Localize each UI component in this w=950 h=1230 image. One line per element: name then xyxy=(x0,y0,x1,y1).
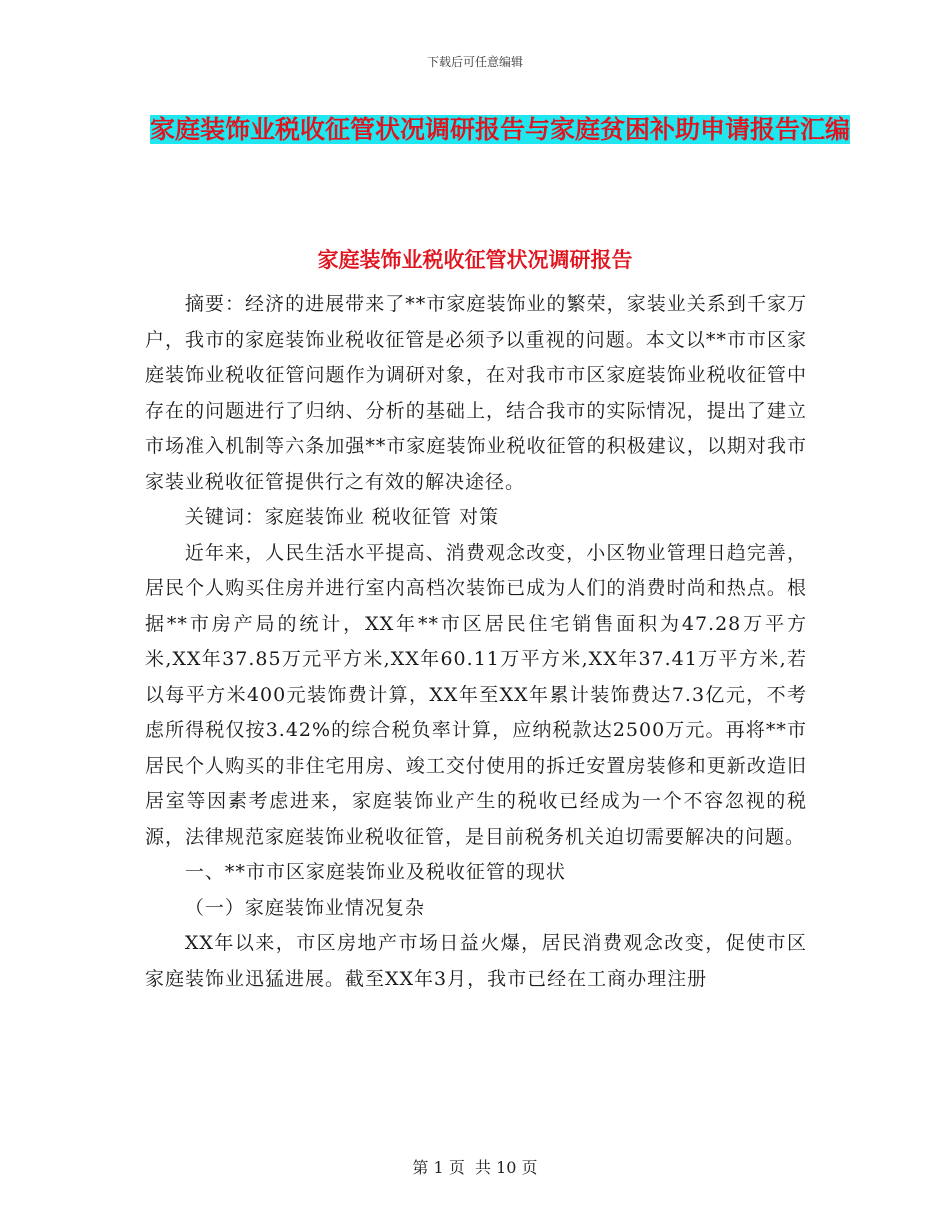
document-body xyxy=(145,287,807,997)
body-paragraph: XX年以来，市区房地产市场日益火爆，居民消费观念改变，促使市区家庭装饰业迅猛进展。截至XX年3月，我市已经在工商办理注册 xyxy=(145,932,807,990)
document-main-title xyxy=(145,108,855,152)
intro-paragraph: 近年来，人民生活水平提高、消费观念改变，小区物业管理日趋完善，居民个人购买住房并进行室内高档次装饰已成为人们的消费时尚和热点。根据**市房产局的统计，XX年**市区居民住宅销售面积为47.28万平方米,XX年37.85万元平方米,XX年60.11万平方米,XX年37.41万平方米,若以每平方米400元装饰费计算，XX年至XX年累计装饰费达7.3亿元，不考虑所得税仅按3.42%的综合税负率计算，应纳税款达2500万元。再将**市居民个人购买的非住宅用房、竣工交付使用的拆迁安置房装修和更新改造旧居室等因素考虑进来，家庭装饰业产生的税收已经成为一个不容忽视的税源，法律规范家庭装饰业税收征管，是目前税务机关迫切需要解决的问题。 xyxy=(145,541,807,848)
subsection-heading-1: （一）家庭装饰业情况复杂 xyxy=(184,896,425,919)
footer-label-of: 页 共 xyxy=(448,1158,491,1177)
footer-label-end: 页 xyxy=(521,1158,538,1177)
page-footer xyxy=(0,1155,950,1178)
footer-current-page: 1 xyxy=(433,1158,444,1177)
footer-label-page: 第 xyxy=(412,1158,429,1177)
section-title: 家庭装饰业税收征管状况调研报告 xyxy=(317,247,633,272)
abstract-paragraph: 摘要：经济的进展带来了**市家庭装饰业的繁荣，家装业关系到千家万户，我市的家庭装饰业税收征管是必须予以重视的问题。本文以**市市区家庭装饰业税收征管问题作为调研对象，在对我市市区家庭装饰业税收征管中存在的问题进行了归纳、分析的基础上，结合我市的实际情况，提出了建立市场准入机制等六条加强**市家庭装饰业税收征管的积极建议，以期对我市家装业税收征管提供行之有效的解决途径。 xyxy=(145,293,807,493)
keywords-paragraph: 关键词：家庭装饰业 税收征管 对策 xyxy=(184,506,499,528)
main-title-text: 家庭装饰业税收征管状况调研报告与家庭贫困补助申请报告汇编 xyxy=(149,115,850,144)
footer-total-pages: 10 xyxy=(496,1158,517,1177)
page-header-note: 下载后可任意编辑 xyxy=(426,55,523,69)
section-heading-1: 一、**市市区家庭装饰业及税收征管的现状 xyxy=(184,861,566,883)
